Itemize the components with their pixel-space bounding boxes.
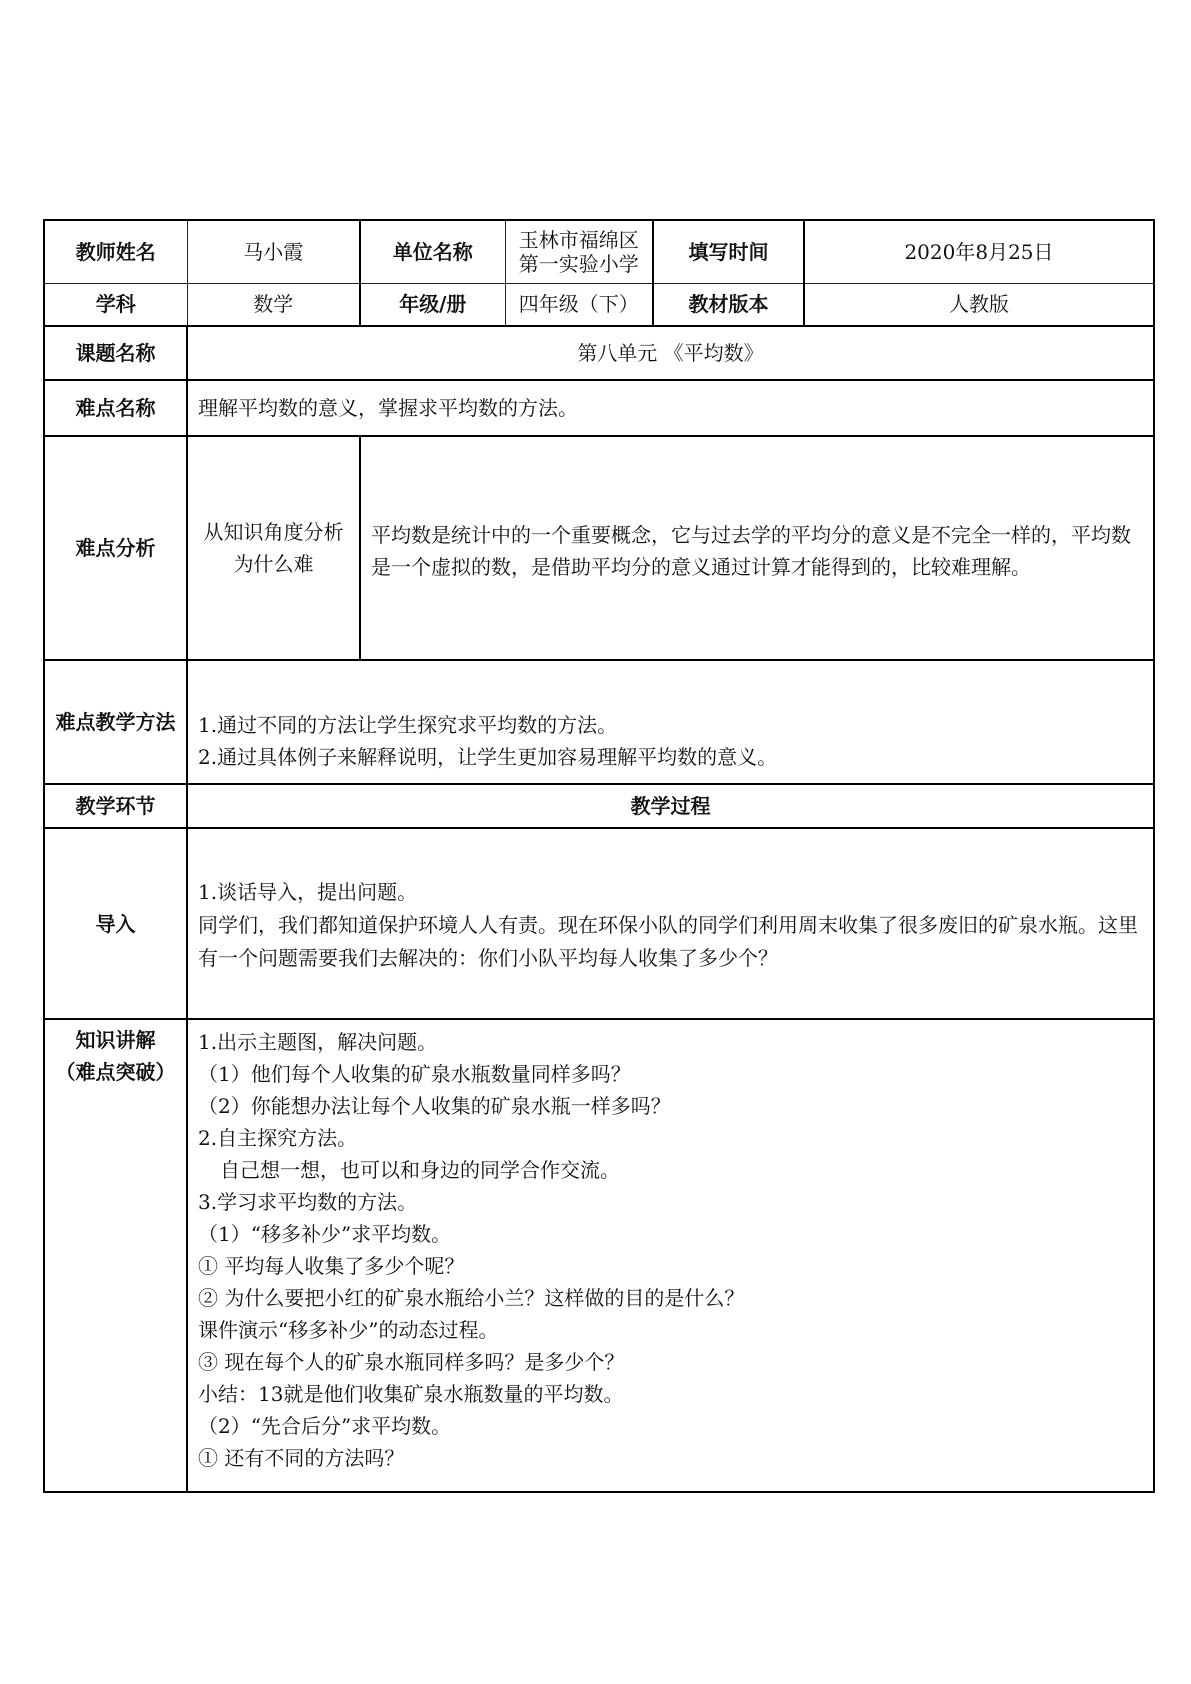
topic-label: 课题名称 [44, 326, 187, 380]
analysis-label: 难点分析 [44, 436, 187, 660]
knowledge-line: ③ 现在每个人的矿泉水瓶同样多吗？是多少个？ [198, 1350, 625, 1374]
knowledge-line: （2）你能想办法让每个人收集的矿泉水瓶一样多吗？ [198, 1094, 671, 1118]
knowledge-row [44, 1019, 1154, 1492]
intro-content [187, 828, 1154, 1019]
analysis-sublabel-line2: 为什么难 [233, 552, 314, 576]
method-value [187, 660, 1154, 784]
unit-name-line2: 第一实验小学 [518, 251, 639, 276]
knowledge-line: 3.学习求平均数的方法。 [198, 1190, 418, 1214]
grade-value: 四年级（下） [505, 283, 653, 326]
knowledge-line: （2）“先合后分”求平均数。 [198, 1414, 452, 1438]
analysis-row [44, 436, 1154, 660]
intro-label: 导入 [44, 828, 187, 1019]
teacher-name-label: 教师姓名 [44, 220, 187, 283]
knowledge-line: 自己想一想，也可以和身边的同学合作交流。 [220, 1158, 620, 1182]
process-header: 教学过程 [187, 784, 1154, 828]
knowledge-line: 1.出示主题图，解决问题。 [198, 1030, 438, 1054]
intro-row [44, 828, 1154, 1019]
method-item-1: 1.通过不同的方法让学生探究求平均数的方法。 [198, 713, 618, 737]
method-row [44, 660, 1154, 784]
analysis-sublabel-line1: 从知识角度分析 [203, 520, 344, 544]
method-label: 难点教学方法 [44, 660, 187, 784]
knowledge-line: 课件演示“移多补少”的动态过程。 [198, 1318, 499, 1342]
knowledge-line: 小结：13就是他们收集矿泉水瓶数量的平均数。 [198, 1382, 624, 1406]
topic-value: 第八单元 《平均数》 [187, 326, 1154, 380]
knowledge-label-line2: （难点突破） [55, 1060, 176, 1084]
unit-name-label: 单位名称 [360, 220, 505, 283]
difficulty-value: 理解平均数的意义，掌握求平均数的方法。 [187, 380, 1154, 436]
fill-date-label: 填写时间 [653, 220, 804, 283]
knowledge-line: 2.自主探究方法。 [198, 1126, 358, 1150]
difficulty-label: 难点名称 [44, 380, 187, 436]
lesson-plan-table [43, 219, 1155, 1493]
edition-label: 教材版本 [653, 283, 804, 326]
difficulty-row [44, 380, 1154, 436]
knowledge-label-line1: 知识讲解 [75, 1028, 156, 1052]
intro-line-2: 同学们，我们都知道保护环境人人有责。现在环保小队的同学们利用周末收集了很多废旧的矿泉水瓶。这里有一个问题需要我们去解决的：你们小队平均每人收集了多少个？ [198, 913, 1138, 970]
knowledge-line: （1）他们每个人收集的矿泉水瓶数量同样多吗？ [198, 1062, 631, 1086]
grade-label: 年级/册 [360, 283, 505, 326]
subject-label: 学科 [44, 283, 187, 326]
knowledge-line: ② 为什么要把小红的矿泉水瓶给小兰？这样做的目的是什么？ [198, 1286, 745, 1310]
knowledge-line: ① 还有不同的方法吗？ [198, 1446, 405, 1470]
topic-row [44, 326, 1154, 380]
header-row-2 [44, 283, 1154, 326]
analysis-sublabel [187, 436, 360, 660]
knowledge-content [187, 1019, 1154, 1492]
unit-name-value [505, 220, 653, 283]
unit-name-line1: 玉林市福绵区 [518, 227, 639, 252]
header-row-1 [44, 220, 1154, 283]
fill-date-value: 2020年8月25日 [804, 220, 1154, 283]
intro-line-1: 1.谈话导入，提出问题。 [198, 880, 418, 904]
teacher-name-value: 马小霞 [187, 220, 360, 283]
edition-value: 人教版 [804, 283, 1154, 326]
subject-value: 数学 [187, 283, 360, 326]
method-item-2: 2.通过具体例子来解释说明，让学生更加容易理解平均数的意义。 [198, 745, 778, 769]
knowledge-line: （1）“移多补少”求平均数。 [198, 1222, 452, 1246]
process-header-row [44, 784, 1154, 828]
stage-header: 教学环节 [44, 784, 187, 828]
knowledge-label [44, 1019, 187, 1492]
analysis-value: 平均数是统计中的一个重要概念，它与过去学的平均分的意义是不完全一样的，平均数是一个虚拟的数，是借助平均分的意义通过计算才能得到的，比较难理解。 [360, 436, 1154, 660]
knowledge-line: ① 平均每人收集了多少个呢？ [198, 1254, 465, 1278]
